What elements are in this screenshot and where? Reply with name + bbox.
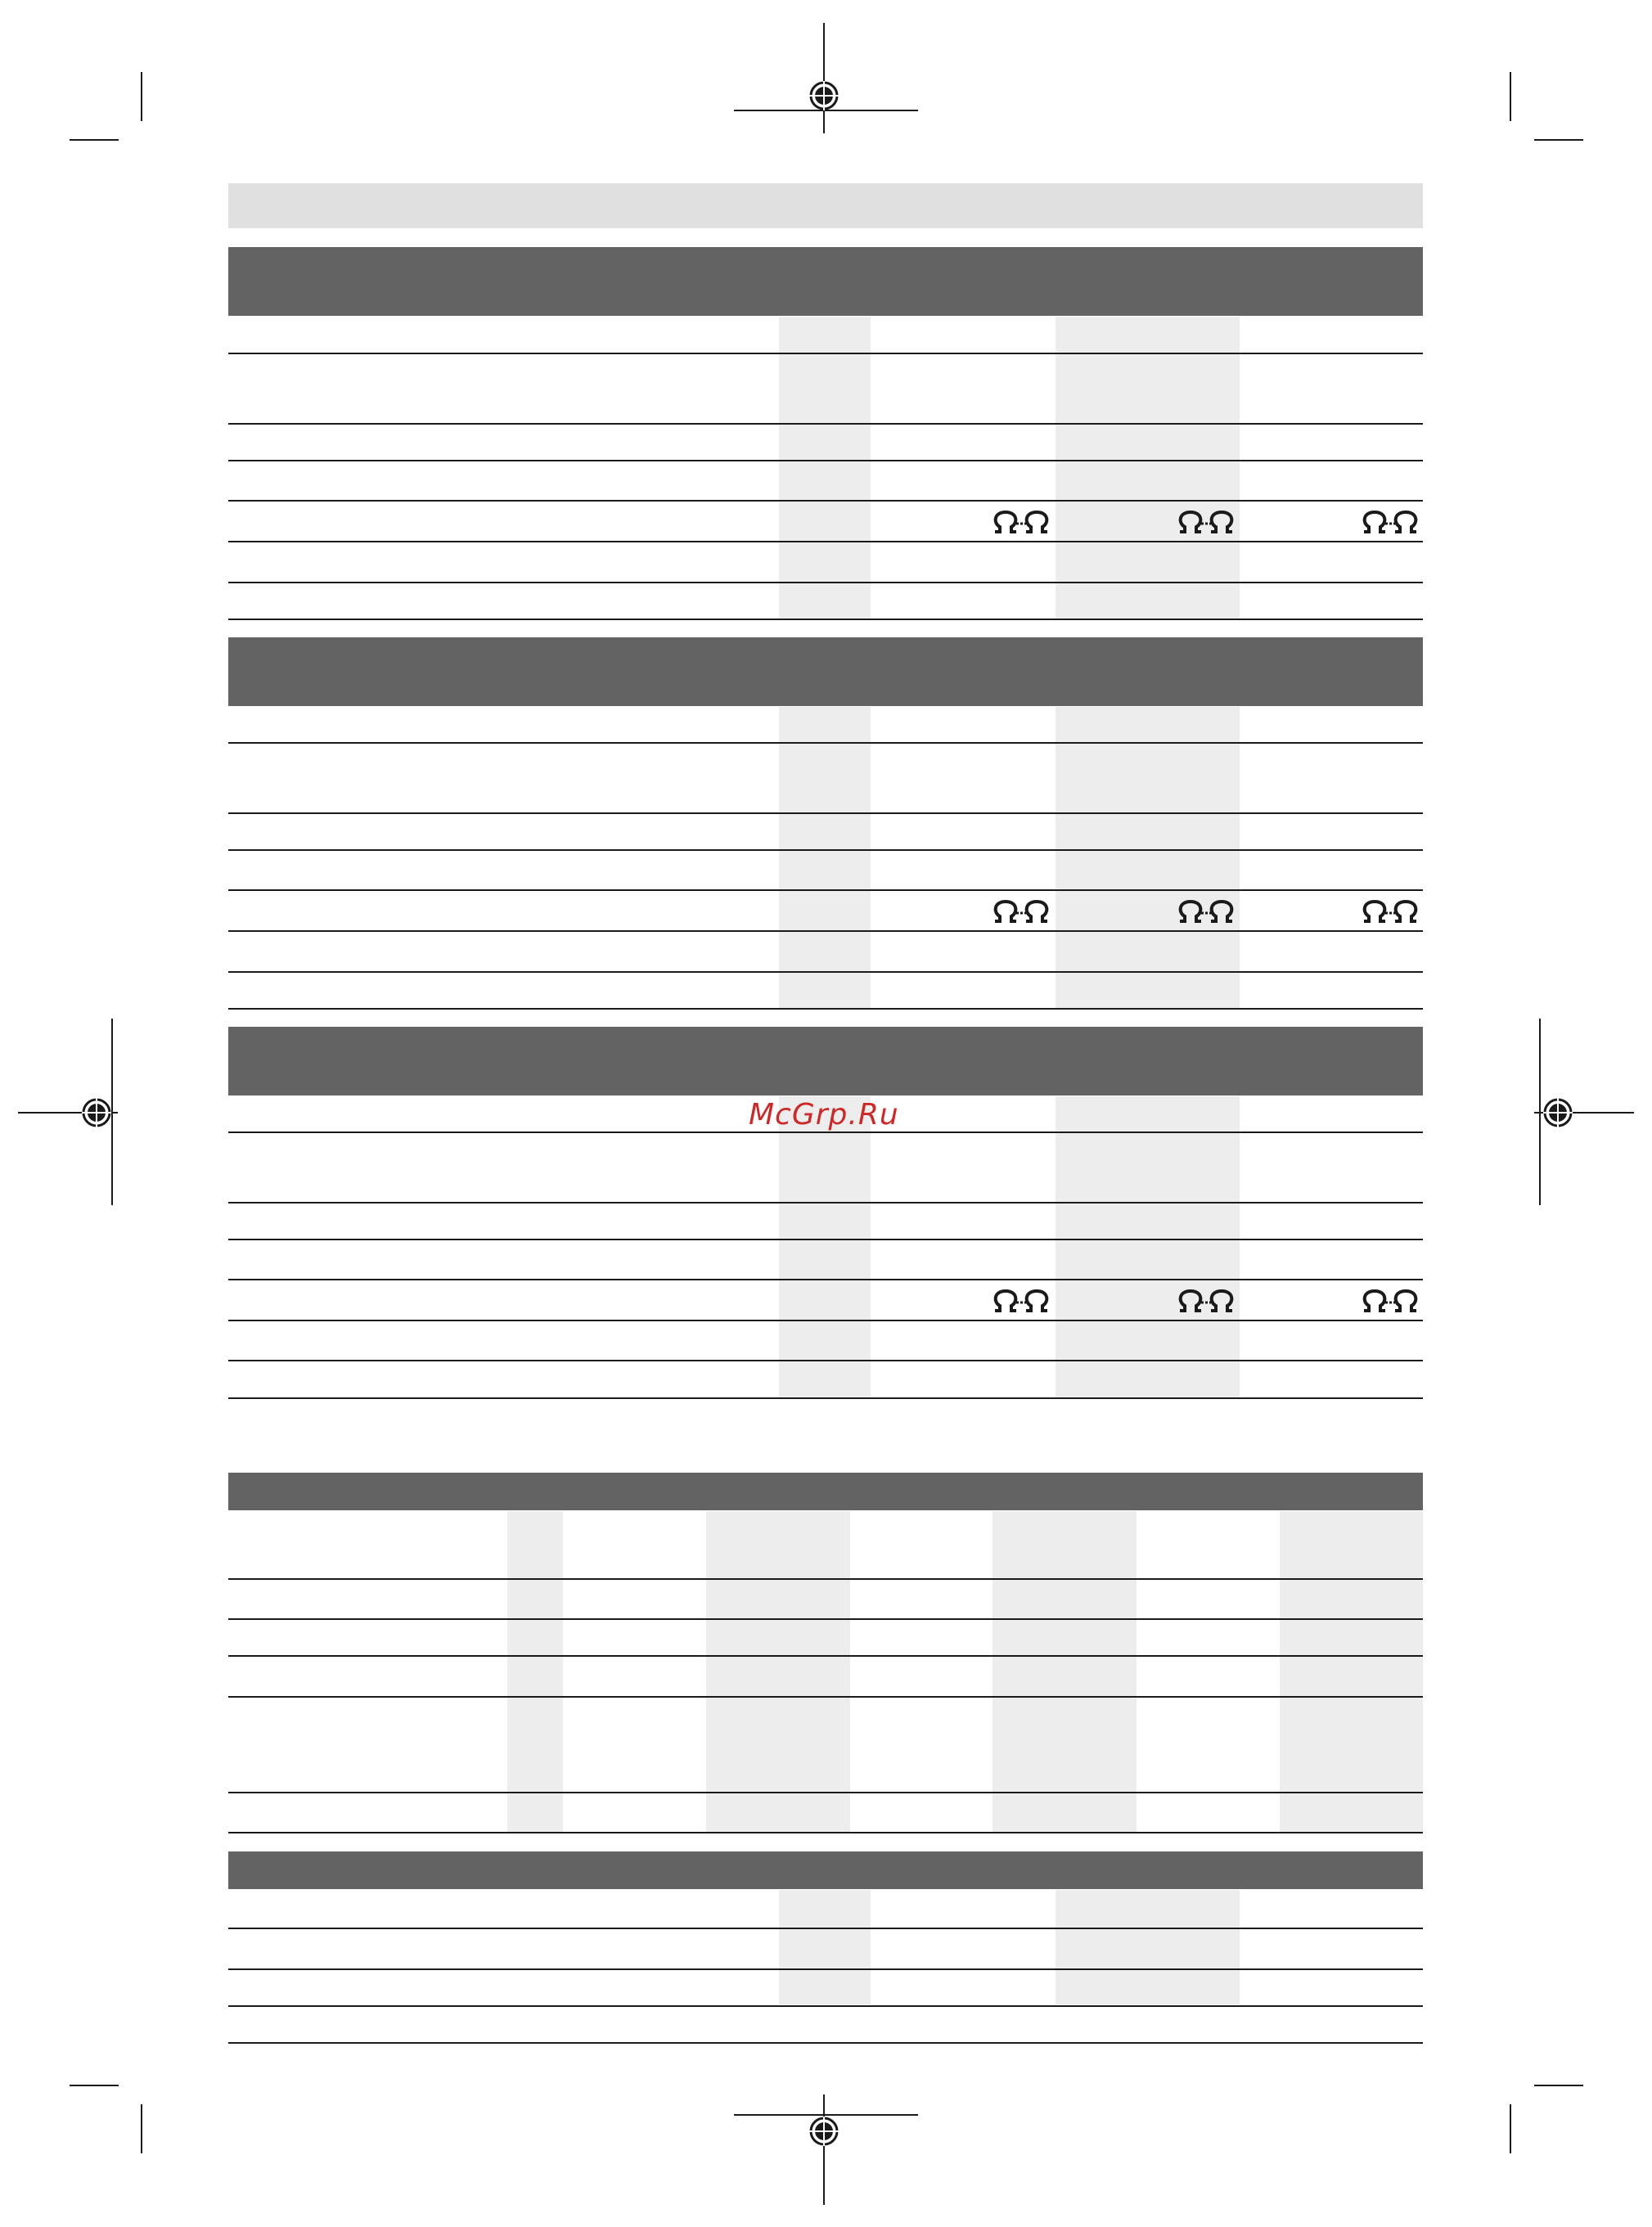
table-header-bar — [228, 1473, 1423, 1510]
registration-line — [823, 23, 825, 133]
table-row-rule — [228, 619, 1423, 620]
table-row-rule — [228, 1832, 1423, 1833]
registration-mark-icon — [809, 81, 839, 110]
crop-mark — [1510, 72, 1511, 121]
table-row-rule — [228, 1696, 1423, 1698]
table-row-rule — [228, 1239, 1423, 1240]
shaded-column — [779, 707, 871, 1010]
table-row-rule — [228, 1279, 1423, 1280]
crop-mark — [1534, 2085, 1583, 2086]
crop-mark — [70, 2085, 119, 2086]
table-row-rule — [228, 812, 1423, 814]
shaded-column — [706, 1511, 850, 1833]
table-row-rule — [228, 423, 1423, 425]
thread-loop-icon — [1361, 898, 1420, 925]
table-row-rule — [228, 1008, 1423, 1010]
table-header-bar — [228, 1027, 1423, 1096]
table-row-rule — [228, 582, 1423, 583]
shaded-column — [779, 1890, 871, 2004]
shaded-column — [993, 1511, 1137, 1833]
shaded-column — [1056, 1096, 1240, 1399]
shaded-column — [1056, 1890, 1240, 2004]
table-row-rule — [228, 500, 1423, 502]
crop-mark — [1534, 139, 1583, 141]
registration-mark-icon — [809, 2117, 839, 2146]
shaded-column — [779, 1096, 871, 1399]
table-header-bar — [228, 247, 1423, 316]
registration-mark-icon — [82, 1098, 111, 1127]
thread-loop-icon — [1177, 1288, 1236, 1314]
table-row-rule — [228, 742, 1423, 744]
thread-loop-icon — [992, 898, 1051, 925]
table-row-rule — [228, 1618, 1423, 1620]
table-row-rule — [228, 1397, 1423, 1399]
shaded-column — [779, 317, 871, 619]
table-row-rule — [228, 1320, 1423, 1321]
thread-loop-icon — [1361, 1288, 1420, 1314]
shaded-column — [1056, 317, 1240, 619]
thread-loop-icon — [1177, 898, 1236, 925]
table-row-rule — [228, 2005, 1423, 2007]
table-row-rule — [228, 2042, 1423, 2044]
table-row-rule — [228, 889, 1423, 891]
table-row-rule — [228, 541, 1423, 542]
thread-loop-icon — [992, 1288, 1051, 1314]
table-row-rule — [228, 849, 1423, 851]
crop-mark — [141, 2104, 142, 2153]
registration-line — [823, 2094, 825, 2205]
table-row-rule — [228, 971, 1423, 973]
registration-line — [734, 2114, 918, 2116]
table-row-rule — [228, 930, 1423, 932]
thread-loop-icon — [992, 509, 1051, 535]
table-row-rule — [228, 1578, 1423, 1580]
table-header-bar — [228, 1851, 1423, 1889]
table-header-bar — [228, 637, 1423, 706]
table-row-rule — [228, 460, 1423, 461]
shaded-column — [1280, 1511, 1423, 1833]
table-row-rule — [228, 1792, 1423, 1793]
registration-mark-icon — [1543, 1098, 1573, 1127]
shaded-column — [1056, 707, 1240, 1010]
table-row-rule — [228, 1202, 1423, 1203]
table-row-rule — [228, 1360, 1423, 1361]
table-row-rule — [228, 353, 1423, 354]
crop-mark — [1510, 2104, 1511, 2153]
thread-loop-icon — [1177, 509, 1236, 535]
shaded-column — [507, 1511, 563, 1833]
crop-mark — [70, 139, 119, 141]
thread-loop-icon — [1361, 509, 1420, 535]
table-row-rule — [228, 1928, 1423, 1929]
table-row-rule — [228, 1968, 1423, 1970]
crop-mark — [141, 72, 142, 121]
watermark-text: McGrp.Ru — [749, 1098, 899, 1131]
table-row-rule — [228, 1655, 1423, 1657]
page-heading-bar — [228, 183, 1423, 228]
